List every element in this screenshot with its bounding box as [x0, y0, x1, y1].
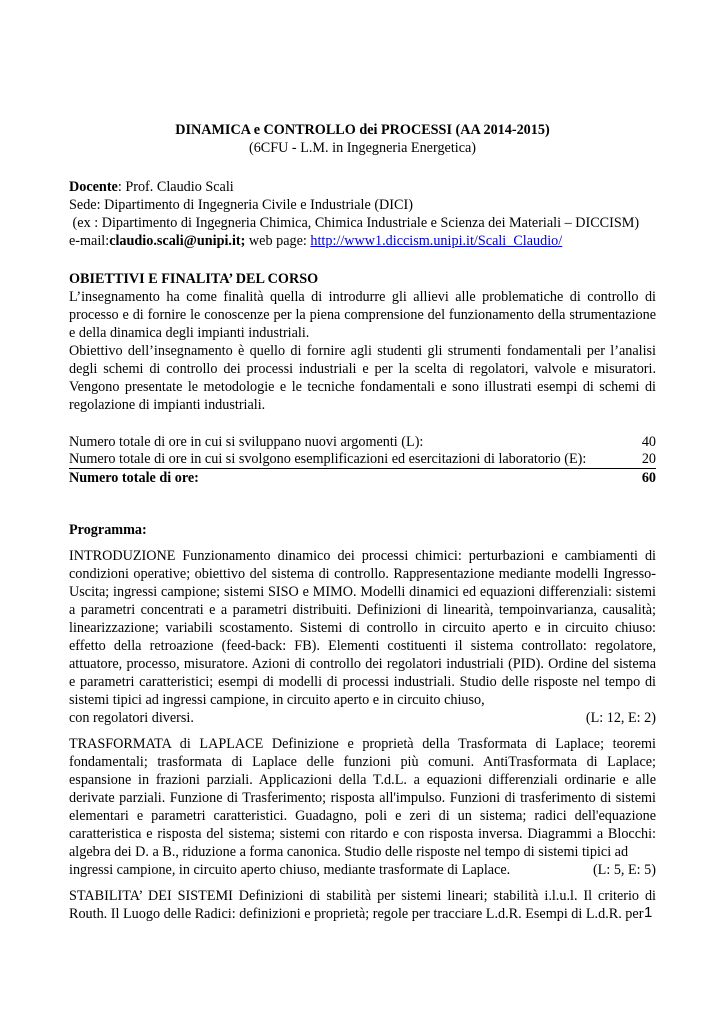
contact-line: [69, 232, 656, 250]
email-label: e-mail:: [69, 233, 110, 249]
web-label: web page:: [245, 233, 311, 249]
program-heading: Programma:: [69, 522, 147, 538]
hours-exercises-label: Numero totale di ore in cui si svolgono esemplificazioni ed esercitazioni di laboratorio (E):: [69, 451, 587, 467]
program-introduzione: [69, 547, 656, 727]
page-number: 1: [644, 904, 653, 921]
introduzione-last-line: [69, 709, 656, 727]
objectives-paragraph-2: Obiettivo dell’insegnamento è quello di fornire agli studenti gli strumenti fondamentali per l’analisi degli schemi di controllo dei processi industriali e per la scelta di regolatori, valvole e misuratori. Vengono presentate le metodologie e le tecniche fondamentali e sono illustrati esempi di schemi di regolazione di impianti industriali.: [69, 343, 656, 413]
program-stabilita: [69, 887, 656, 923]
laplace-last-text: ingressi campione, in circuito aperto chiuso, mediante trasformate di Laplace.: [69, 862, 511, 878]
course-subtitle: (6CFU - L.M. in Ingegneria Energetica): [248, 140, 477, 156]
web-page-link[interactable]: http://www1.diccism.unipi.it/Scali_Claudio/: [310, 233, 563, 249]
email-address[interactable]: claudio.scali@unipi.it;: [109, 233, 246, 249]
objectives-heading: OBIETTIVI E FINALITA’ DEL CORSO: [69, 271, 319, 287]
hours-total-value: 60: [641, 470, 656, 486]
program-laplace: [69, 735, 656, 879]
hours-exercises-value: 20: [641, 451, 656, 467]
laplace-text: TRASFORMATA di LAPLACE Definizione e proprietà della Trasformata di Laplace; teoremi fondamentali; trasformata di Laplace delle funzioni più comuni. AntiTrasformata di Laplace; espansione in frazioni parziali. Applicazioni della T.d.L. a equazioni differenziali ordinarie e alle derivate parziali. Funzione di Trasferimento; risposta all'impulso. Funzioni di trasferimento di sistemi elementari e parametri caratteristici. Guadagno, poli e zeri di un sistema; radici dell'equazione caratteristica e risposta del sistema; sistemi con ritardo e con risposta inversa. Diagrammi a Blocchi: algebra dei D. a B., riduzione a forma canonica. Studio delle risposte nel tempo di sistemi tipici ad: [69, 736, 656, 860]
objectives-paragraph-1: L’insegnamento ha come finalità quella di introdurre gli allievi alle problematiche di controllo di processo e di fornire le conoscenze per la piena comprensione del funzionamento della strumentazione e della dinamica degli impianti industriali.: [69, 289, 656, 341]
hours-total-label: Numero totale di ore:: [69, 470, 199, 486]
docente-line: [69, 178, 656, 196]
laplace-last-line: [69, 861, 656, 879]
docente-label: Docente: [69, 179, 118, 195]
laplace-hours: (L: 5, E: 5): [592, 862, 656, 878]
sede-line: Sede: Dipartimento di Ingegneria Civile e Industriale (DICI): [69, 197, 413, 213]
hours-lectures-label: Numero totale di ore in cui si sviluppano nuovi argomenti (L):: [69, 434, 424, 450]
hours-row-total: [69, 469, 656, 487]
docente-value: : Prof. Claudio Scali: [117, 179, 234, 195]
course-title: DINAMICA e CONTROLLO dei PROCESSI (AA 2014-2015): [175, 122, 550, 138]
ex-department-line: (ex : Dipartimento di Ingegneria Chimica, Chimica Industriale e Scienza dei Materiali – DICCISM): [69, 215, 640, 231]
introduzione-last-text: con regolatori diversi.: [69, 710, 194, 726]
hours-lectures-value: 40: [641, 434, 656, 450]
hours-row-exercises: [69, 451, 656, 469]
hours-row-lectures: [69, 433, 656, 451]
stabilita-text: STABILITA’ DEI SISTEMI Definizioni di stabilità per sistemi lineari; stabilità i.l.u.l. Il criterio di Routh. Il Luogo delle Radici: definizioni e proprietà; regole per tracciare L.d.R. Esempi di L.d.R. per: [69, 888, 656, 922]
hours-table: [69, 433, 656, 487]
document-page: [69, 121, 656, 931]
introduzione-text: INTRODUZIONE Funzionamento dinamico dei processi chimici: perturbazioni e cambiamenti di condizioni operative; obiettivo del sistema di controllo. Rappresentazione mediante modelli Ingresso-Uscita; ingressi campione; sistemi SISO e MIMO. Modelli dinamici ed equazioni differenziali: sistemi a parametri concentrati e a parametri distribuiti. Definizioni di linearità, tempoinvarianza, causalità; linearizzazione; variabili scostamento. Sistemi di controllo in circuito aperto e in circuito chiuso: effetto della retroazione (feed-back: FB). Elementi costituenti il sistema controllato: regolatore, attuatore, processo, misuratore. Azioni di controllo dei regolatori industriali (PID). Ordine del sistema e parametri caratteristici; esempi di modelli di processi industriali. Studio delle risposte nel tempo di sistemi tipici ad ingressi campione, in circuito aperto e in circuito chiuso,: [69, 548, 656, 708]
introduzione-hours: (L: 12, E: 2): [585, 710, 656, 726]
